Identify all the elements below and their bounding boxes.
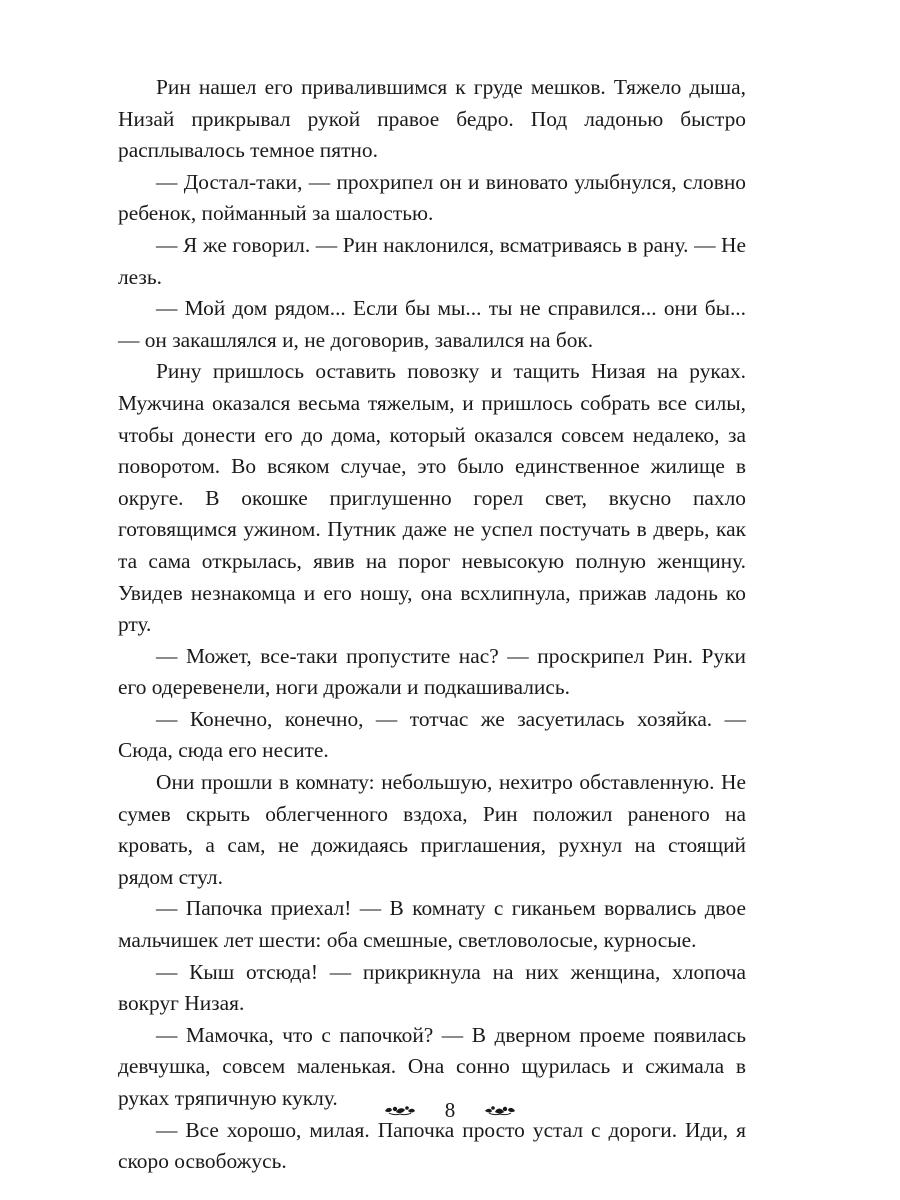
paragraph: Они прошли в комнату: небольшую, нехитро обставленную. Не сумев скрыть облегченного вздоха, Рин положил раненого на кровать, а сам, не дожидаясь приглашения, рухнул на стоящий рядом стул. <box>118 770 746 889</box>
paragraph: Рин нашел его привалившимся к груде мешков. Тяжело дыша, Низай прикрывал рукой правое бедро. Под ладонью быстро расплывалось темное пятно. <box>118 75 746 163</box>
floral-ornament-icon <box>483 1103 517 1117</box>
paragraph: — Я же говорил. — Рин наклонился, всматриваясь в рану. — Не лезь. <box>118 232 746 289</box>
paragraph: — Достал-таки, — прохрипел он и виновато улыбнулся, словно ребенок, пойманный за шалостью. <box>118 169 746 226</box>
paragraph: — Кыш отсюда! — прикрикнула на них женщина, хлопоча вокруг Низая. <box>118 959 746 1016</box>
paragraph: — Все хорошо, милая. Папочка просто устал с дороги. Иди, я скоро освобожусь. <box>118 1117 746 1174</box>
page-footer <box>0 1090 900 1130</box>
paragraph: — Папочка приехал! — В комнату с гиканьем ворвались двое мальчишек лет шести: оба смешные, светловолосые, курносые. <box>118 896 746 953</box>
paragraph: — Может, все-таки пропустите нас? — проскрипел Рин. Руки его одеревенели, ноги дрожали и подкашивались. <box>118 643 746 700</box>
body-text <box>118 72 746 1178</box>
paragraph: — Мамочка, что с папочкой? — В дверном проеме появилась девчушка, совсем маленькая. Она сонно щурилась и сжимала в руках тряпичную куклу. <box>118 1022 746 1110</box>
page-number: 8 <box>444 1097 456 1122</box>
paragraph: Рину пришлось оставить повозку и тащить Низая на руках. Мужчина оказался весьма тяжелым, и пришлось собрать все силы, чтобы донести его до дома, который оказался совсем недалеко, за поворотом. Во всяком случае, это было единственное жилище в округе. В окошке приглушенно горел свет, вкусно пахло готовящимся ужином. Путник даже не успел постучать в дверь, как та сама открылась, явив на порог невысокую полную женщину. Увидев незнакомца и его ношу, она всхлипнула, прижав ладонь ко рту. <box>118 359 746 637</box>
paragraph: — Мой дом рядом... Если бы мы... ты не справился... они бы... — он закашлялся и, не договорив, завалился на бок. <box>118 296 746 352</box>
floral-ornament-icon <box>383 1103 417 1117</box>
paragraph: — Конечно, конечно, — тотчас же засуетилась хозяйка. — Сюда, сюда его несите. <box>118 706 746 763</box>
